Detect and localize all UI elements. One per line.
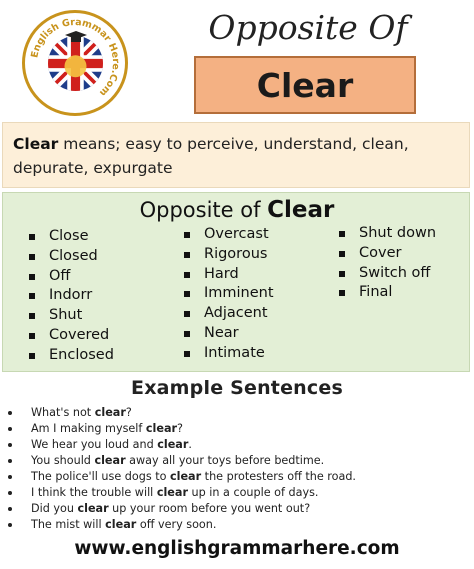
sentence-text: You should xyxy=(31,454,95,467)
sentence-text: I think the trouble will xyxy=(31,486,157,499)
bullet-square-icon xyxy=(339,251,345,257)
sentence-text: . xyxy=(188,438,192,451)
logo-text: English Grammar Here.Com xyxy=(29,16,122,99)
opposite-item xyxy=(29,346,114,366)
bullet-square-icon xyxy=(184,252,190,258)
definition-box xyxy=(2,122,470,188)
sentence-keyword: clear xyxy=(77,502,109,515)
sentence-text: ? xyxy=(125,406,132,419)
bullet-square-icon xyxy=(184,272,190,278)
opposite-item xyxy=(184,284,274,304)
bullet-dot-icon xyxy=(8,427,12,431)
opposite-word: Final xyxy=(359,284,393,301)
example-sentences-list xyxy=(8,405,356,533)
bullet-square-icon xyxy=(29,274,35,280)
opposite-item xyxy=(184,344,274,364)
opposite-item xyxy=(339,224,436,244)
sentence-text: What's not xyxy=(31,406,95,419)
opposite-item xyxy=(184,245,274,265)
opposite-item xyxy=(184,304,274,324)
opposite-item xyxy=(339,264,436,284)
sentence-text: away all your toys before bedtime. xyxy=(125,454,325,467)
sentence-text: up your room before you went out? xyxy=(108,502,311,515)
opposite-word: Switch off xyxy=(359,264,431,281)
title-word: Clear xyxy=(256,65,354,105)
example-sentence xyxy=(8,517,356,533)
opposite-word: Shut xyxy=(49,307,83,324)
bullet-square-icon xyxy=(184,232,190,238)
sentence-keyword: clear xyxy=(94,406,126,419)
page-title-prefix: Opposite Of xyxy=(208,8,408,47)
opposites-title xyxy=(3,197,471,223)
opposite-item xyxy=(29,286,114,306)
bullet-square-icon xyxy=(339,271,345,277)
opposite-word: Close xyxy=(49,228,89,244)
opposite-word: Adjacent xyxy=(204,305,268,322)
opposite-item xyxy=(29,227,114,247)
opposites-column-2 xyxy=(184,225,274,364)
sentence-keyword: clear xyxy=(157,438,189,451)
opposite-item xyxy=(184,225,274,245)
opposites-column-3 xyxy=(339,224,436,303)
opposites-column-1 xyxy=(29,227,114,366)
definition-word: Clear xyxy=(13,135,59,153)
bullet-dot-icon xyxy=(8,475,12,479)
example-sentence xyxy=(8,485,356,501)
opposite-word: Off xyxy=(49,267,71,284)
example-sentence xyxy=(8,405,356,421)
bullet-dot-icon xyxy=(8,523,12,527)
bullet-square-icon xyxy=(29,234,35,240)
opposite-word: Cover xyxy=(359,244,402,261)
opposite-item xyxy=(184,265,274,285)
opposite-item xyxy=(29,267,114,287)
example-sentence xyxy=(8,421,356,437)
sentence-text: ? xyxy=(177,422,183,435)
opposite-item xyxy=(29,326,114,346)
bullet-square-icon xyxy=(29,333,35,339)
sentence-keyword: clear xyxy=(94,454,126,467)
bullet-dot-icon xyxy=(8,411,12,415)
sentence-text: We hear you loud and xyxy=(31,438,158,451)
opposite-word: Rigorous xyxy=(204,245,268,262)
sentence-keyword: clear xyxy=(170,470,202,483)
sentence-text: Did you xyxy=(31,502,78,515)
bullet-square-icon xyxy=(184,331,190,337)
sentence-text: up in a couple of days. xyxy=(187,486,319,499)
opposites-title-prefix: Opposite of xyxy=(139,198,268,222)
opposite-word: Hard xyxy=(204,265,239,282)
bullet-square-icon xyxy=(184,311,190,317)
bullet-square-icon xyxy=(29,353,35,359)
opposites-title-word: Clear xyxy=(267,197,335,223)
definition-text: means; easy to perceive, understand, clean, depurate, expurgate xyxy=(13,135,409,177)
opposite-word: Covered xyxy=(49,326,110,343)
sentence-text: the protesters off the road. xyxy=(201,470,356,483)
opposite-item xyxy=(339,283,436,303)
sentence-text: off very soon. xyxy=(136,518,217,531)
opposite-item xyxy=(29,247,114,267)
example-sentence xyxy=(8,437,356,453)
opposite-word: Closed xyxy=(49,247,98,264)
opposite-word: Intimate xyxy=(204,344,265,361)
sentence-text: Am I making myself xyxy=(31,422,146,435)
sentence-text: The police'll use dogs to xyxy=(31,470,170,483)
bullet-square-icon xyxy=(339,231,345,237)
bullet-square-icon xyxy=(184,351,190,357)
site-logo xyxy=(22,10,128,116)
opposite-word: Indorr xyxy=(49,287,93,304)
title-word-box xyxy=(194,56,416,114)
example-sentence xyxy=(8,453,356,469)
opposite-item xyxy=(339,244,436,264)
bullet-dot-icon xyxy=(8,459,12,463)
sentence-keyword: clear xyxy=(156,486,188,499)
bullet-square-icon xyxy=(184,291,190,297)
opposite-word: Near xyxy=(204,324,239,341)
opposite-item xyxy=(29,306,114,326)
opposite-word: Imminent xyxy=(204,285,274,302)
graduation-cap-icon xyxy=(65,31,87,43)
bullet-square-icon xyxy=(339,290,345,296)
opposite-word: Overcast xyxy=(204,226,269,242)
opposite-item xyxy=(184,324,274,344)
bullet-square-icon xyxy=(29,293,35,299)
example-sentence xyxy=(8,501,356,517)
sentence-text: The mist will xyxy=(31,518,106,531)
sentence-keyword: clear xyxy=(145,422,178,435)
example-sentences-heading: Example Sentences xyxy=(131,377,343,399)
bullet-dot-icon xyxy=(8,491,12,495)
bullet-square-icon xyxy=(29,313,35,319)
bullet-square-icon xyxy=(29,254,35,260)
opposites-box xyxy=(2,192,470,372)
example-sentence xyxy=(8,469,356,485)
sentence-keyword: clear xyxy=(105,518,137,531)
bullet-dot-icon xyxy=(8,443,12,447)
footer-site-url[interactable]: www.englishgrammarhere.com xyxy=(74,538,400,559)
opposite-word: Enclosed xyxy=(49,346,114,363)
bullet-dot-icon xyxy=(8,507,12,511)
union-jack-icon xyxy=(48,36,103,91)
opposite-word: Shut down xyxy=(359,225,437,241)
